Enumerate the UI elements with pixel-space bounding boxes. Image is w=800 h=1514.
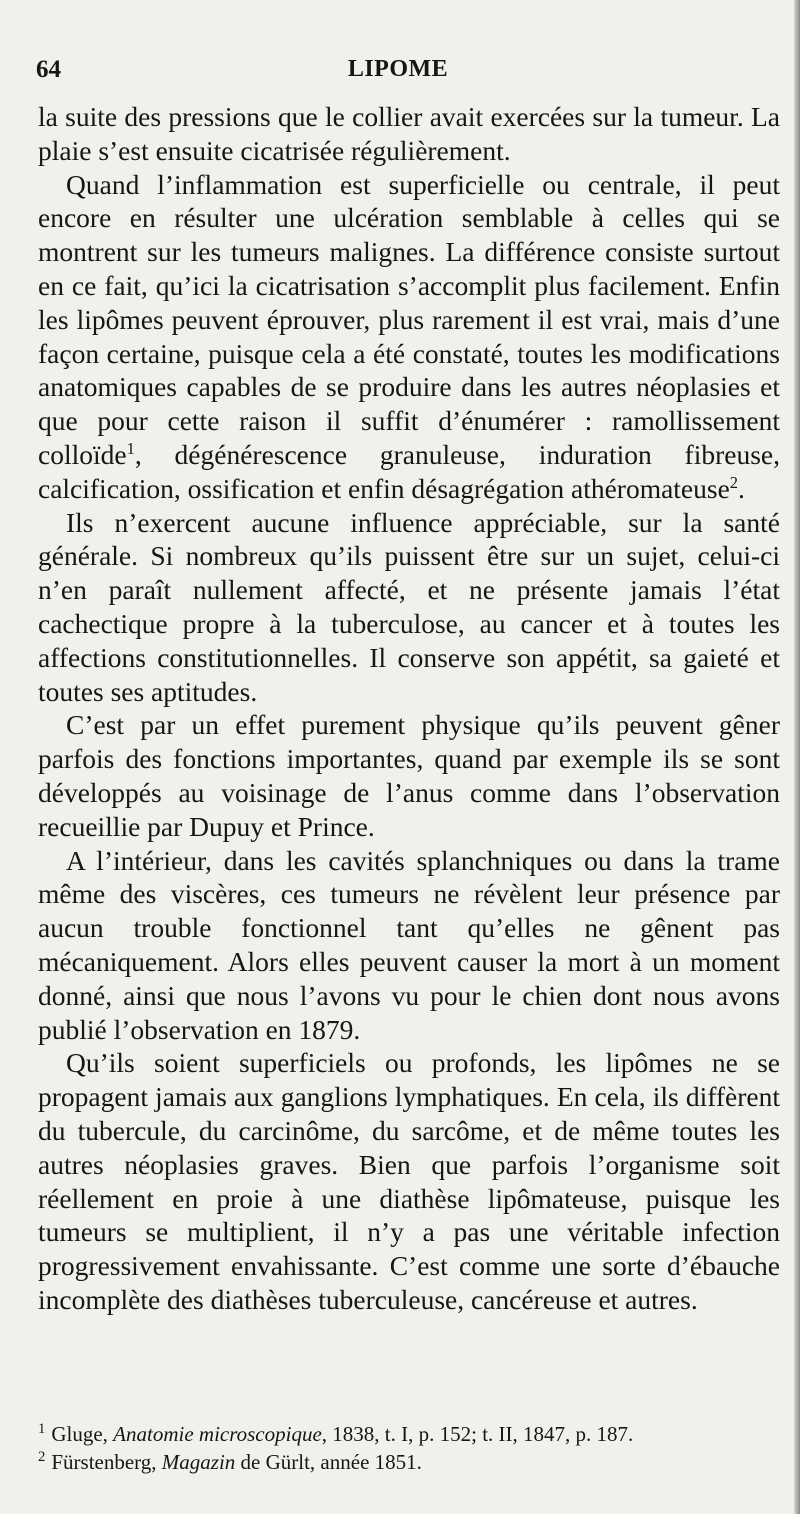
footnote-work-title: Magazin [161, 1450, 236, 1474]
page-number: 64 [36, 56, 61, 83]
footnote-mark: 1 [38, 1421, 46, 1437]
footnote-author: Fürstenberg, [51, 1450, 162, 1474]
footnote-details: de Gürlt, année 1851. [235, 1450, 422, 1474]
footnote [38, 1448, 768, 1476]
body-text [38, 100, 780, 1317]
paragraph-text: Quand l’inflammation est superficielle ou centrale, il peut encore en résulter une ulcération semblable à celles qui se montrent sur les tumeurs malignes. La différence consiste surtout en ce fait, qu’ici la cicatrisation s’accomplit plus facilement. Enfin les lipômes peuvent éprouver, plus rarement il est vrai, mais d’une façon certaine, puisque cela a été constaté, toutes les modifications anatomiques capables de se produire dans les autres néoplasies et que pour cette raison il suffit d’énumérer : ramollissement colloïde [38, 168, 780, 470]
page-header [36, 50, 760, 90]
footnote [38, 1420, 768, 1448]
paragraph-interior: A l’intérieur, dans les cavités splanchniques ou dans la trame même des viscères, ces tumeurs ne révèlent leur présence par aucun trouble fonctionnel tant qu’elles ne gênent pas mécaniquement. Alors elles peuvent causer la mort à un moment donné, ainsi que nous l’avons vu pour le chien dont nous avons publié l’observation en 1879. [38, 844, 780, 1045]
footnote-reference: 2 [729, 472, 739, 492]
footnote-work-title: Anatomie microscopique [113, 1422, 322, 1446]
footnote-details: , 1838, t. I, p. 152; t. II, 1847, p. 187. [321, 1422, 634, 1446]
running-head: LIPOME [347, 56, 449, 82]
footnote-author: Gluge, [51, 1422, 114, 1446]
paragraph-propagation: Qu’ils soient superficiels ou profonds, les lipômes ne se propagent jamais aux ganglions lymphatiques. En cela, ils diffèrent du tubercule, du carcinôme, du sarcôme, et de même toutes les autres néoplasies graves. Bien que parfois l’organisme soit réellement en proie à une diathèse lipômateuse, puisque les tumeurs se multiplient, il n’y a pas une véritable infection progressivement envahissante. C’est comme une sorte d’ébauche incomplète des diathèses tuberculeuse, cancéreuse et autres. [38, 1047, 780, 1315]
paragraph-text: . [738, 472, 745, 504]
paragraph-general-health: Ils n’exercent aucune influence appréciable, sur la santé générale. Si nombreux qu’ils puissent être sur un sujet, celui-ci n’en paraît nullement affecté, et ne présente jamais l’état cachectique propre à la tuberculose, au cancer et à toutes les affections constitutionnelles. Il conserve son appétit, sa gaieté et toutes ses aptitudes. [38, 506, 780, 707]
footnote-reference: 1 [126, 438, 135, 458]
footnotes [38, 1420, 768, 1476]
paragraph-continuation: la suite des pressions que le collier avait exercées sur la tumeur. La plaie s’est ensuite cicatrisée régulièrement. [38, 101, 780, 166]
paragraph-text: , dégénérescence granuleuse, induration fibreuse, calcification, ossification et enfin désagrégation athéromateuse [38, 438, 780, 504]
paragraph-inflammation [38, 168, 780, 506]
page-edge-shadow [794, 0, 800, 1514]
footnote-mark: 2 [38, 1449, 46, 1465]
paragraph-physical-effect: C’est par un effet purement physique qu’ils peuvent gêner parfois des fonctions importantes, quand par exemple ils se sont développés au voisinage de l’anus comme dans l’observation recueillie par Dupuy et Prince. [38, 709, 780, 842]
